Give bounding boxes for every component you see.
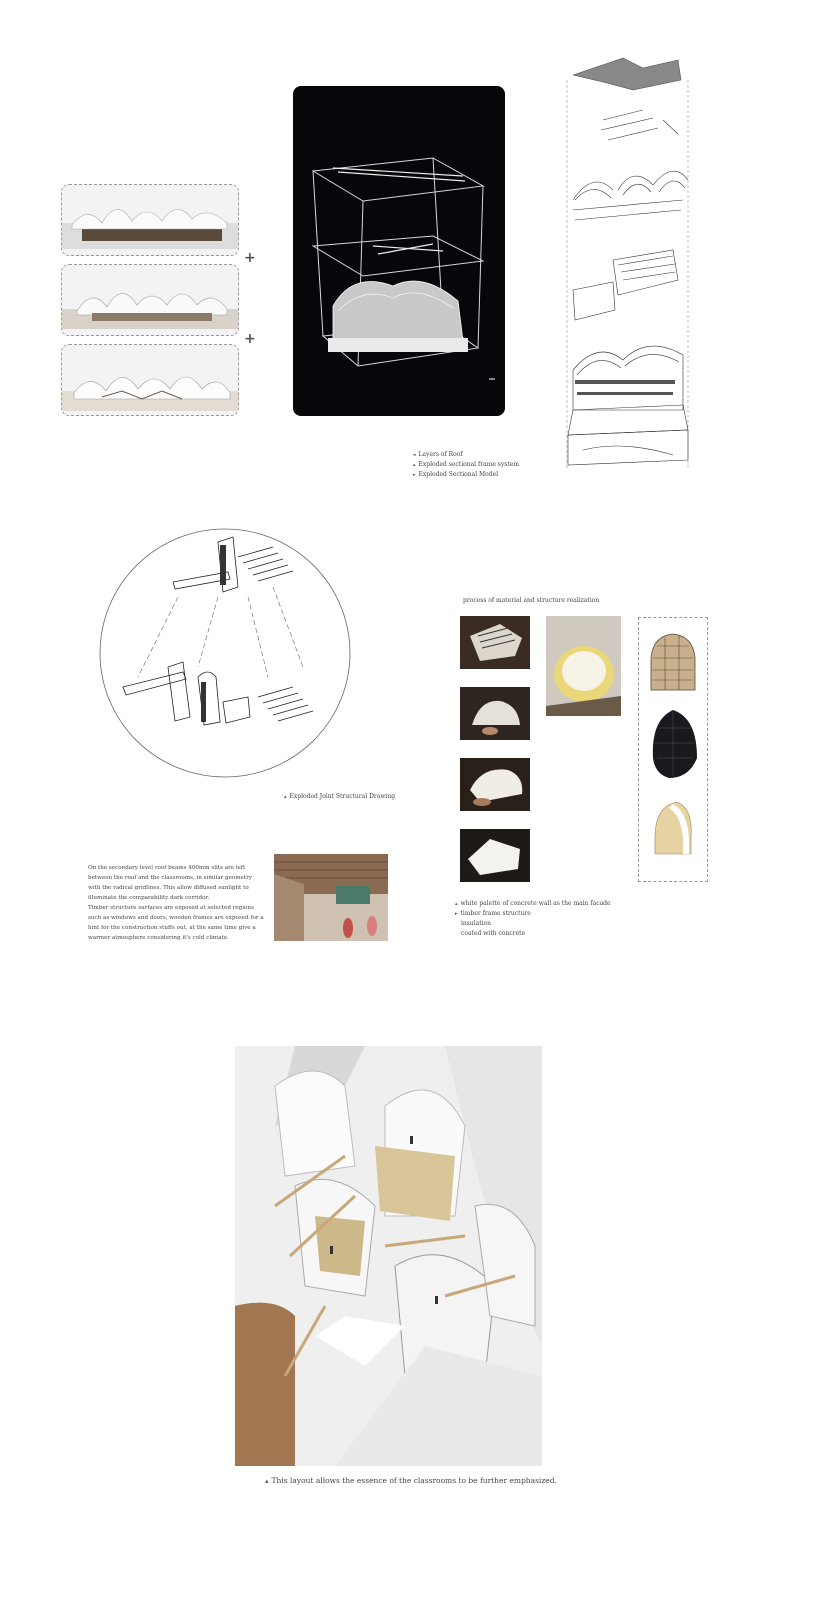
up-triangle-icon: ▴ — [265, 1477, 269, 1485]
process-photo-3 — [460, 758, 530, 811]
caption-exploded-frame-system: ▴ Exploded sectional frame system — [413, 461, 520, 468]
exploded-frame-axonometric-drawing — [563, 50, 693, 490]
bottom-caption: ▴ This layout allows the essence of the classrooms to be further emphasized. — [265, 1476, 557, 1485]
up-triangle-icon: ▴ — [284, 794, 287, 800]
process-photo-2 — [460, 687, 530, 740]
right-triangle-icon: ▸ — [455, 911, 458, 917]
right-triangle-icon: ▸ — [413, 472, 416, 478]
plus-sign-2: + — [244, 331, 256, 347]
interior-photo — [274, 854, 388, 941]
process-title: process of material and structure realization — [463, 597, 600, 604]
up-triangle-icon: ▴ — [413, 462, 416, 468]
process-photo-bowl — [546, 616, 621, 716]
caption-exploded-joint-drawing: ▴ Exploded Joint Structural Drawing — [284, 793, 396, 800]
material-models-panel — [638, 617, 708, 882]
roof-model-photo-3 — [61, 344, 239, 416]
process-photo-4 — [460, 829, 530, 882]
left-triangle-icon: ◂ — [413, 452, 416, 458]
roof-model-photo-2 — [61, 264, 239, 336]
up-triangle-icon: ▴ — [455, 901, 458, 907]
plus-sign-1: + — [244, 250, 256, 266]
note-concrete-wall: ▴ white palette of concrete wall as the main facade — [455, 900, 611, 907]
note-coated-concrete: coated with concrete — [461, 930, 526, 937]
exploded-sectional-model-photo — [293, 86, 505, 416]
exploded-joint-structural-drawing — [98, 527, 353, 779]
description-paragraph: On the secondary level roof beams 400mm slits are left between the roof and the classrooms, in similar geometry with the radical gridlines. This allow diffused sunlight to illuminate the comparability dark corridor. Timber structure surfaces are exposed at selected regions such as windows and doors, wooden frames are exposed for a hint for the construction stuffs out, at the same time give a warmer atmosphere considering it's cold climate. — [88, 865, 264, 941]
note-insulation: insulation — [461, 920, 492, 927]
caption-exploded-sectional-model: ▸ Exploded Sectional Model — [413, 471, 499, 478]
roof-model-photo-1 — [61, 184, 239, 256]
aerial-model-photo — [235, 1046, 542, 1466]
caption-layers-of-roof: ◂ Layers of Roof — [413, 451, 463, 458]
process-photo-1 — [460, 616, 530, 669]
note-timber-frame: ▸ timber frame structure — [455, 910, 531, 917]
